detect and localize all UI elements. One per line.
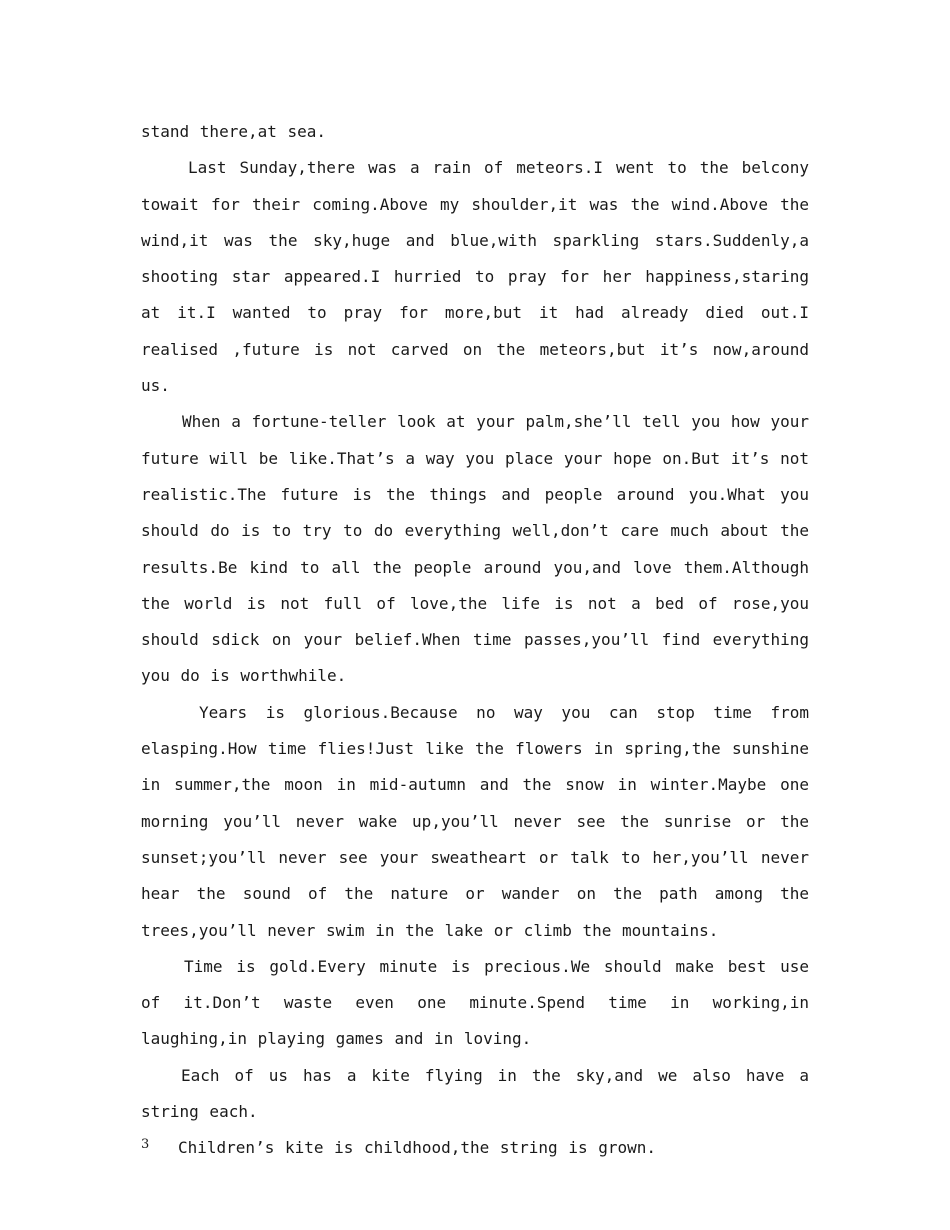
paragraph-kite: Each of us has a kite flying in the sky,and we also have a string each. <box>141 1065 809 1122</box>
paragraph-childhood: Children’s kite is childhood,the string is grown. <box>178 1138 657 1158</box>
paragraph-meteors: Last Sunday,there was a rain of meteors.I went to the belcony towait for their coming.Above my shoulder,it was the wind.Above the wind,it was the sky,huge and blue,with sparkling stars.Suddenly,a shooting star appeared.I hurried to pray for her happiness,staring at it.I wanted to pray for more,but it had already died out.I realised ,future is not carved on the meteors,but it’s now,around us. <box>141 158 809 396</box>
paragraph-continuation: stand there,at sea. <box>141 122 327 141</box>
paragraph-time-is-gold: Time is gold.Every minute is precious.We should make best use of it.Don’t waste even one minute.Spend time in working,in laughing,in playing games and in loving. <box>141 956 809 1049</box>
paragraph-years: Years is glorious.Because no way you can stop time from elasping.How time flies!Just like the flowers in spring,the sunshine in summer,the moon in mid-autumn and the snow in winter.Maybe one morning you’ll never wake up,you’ll never see the sunrise or the sunset;you’ll never see your sweatheart or talk to her,you’ll never hear the sound of the nature or wander on the path among the trees,you’ll never swim in the lake or climb the mountains. <box>141 702 809 940</box>
document-body <box>141 114 809 1167</box>
paragraph-fortune-teller: When a fortune-teller look at your palm,she’ll tell you how your future will be like.That’s a way you place your hope on.But it’s not realistic.The future is the things and people around you.What you should do is to try to do everything well,don’t care much about the results.Be kind to all the people around you,and love them.Although the world is not full of love,the life is not a bed of rose,you should sdick on your belief.When time passes,you’ll find everything you do is worthwhile. <box>141 412 809 686</box>
page-number: 3 <box>141 1137 150 1152</box>
